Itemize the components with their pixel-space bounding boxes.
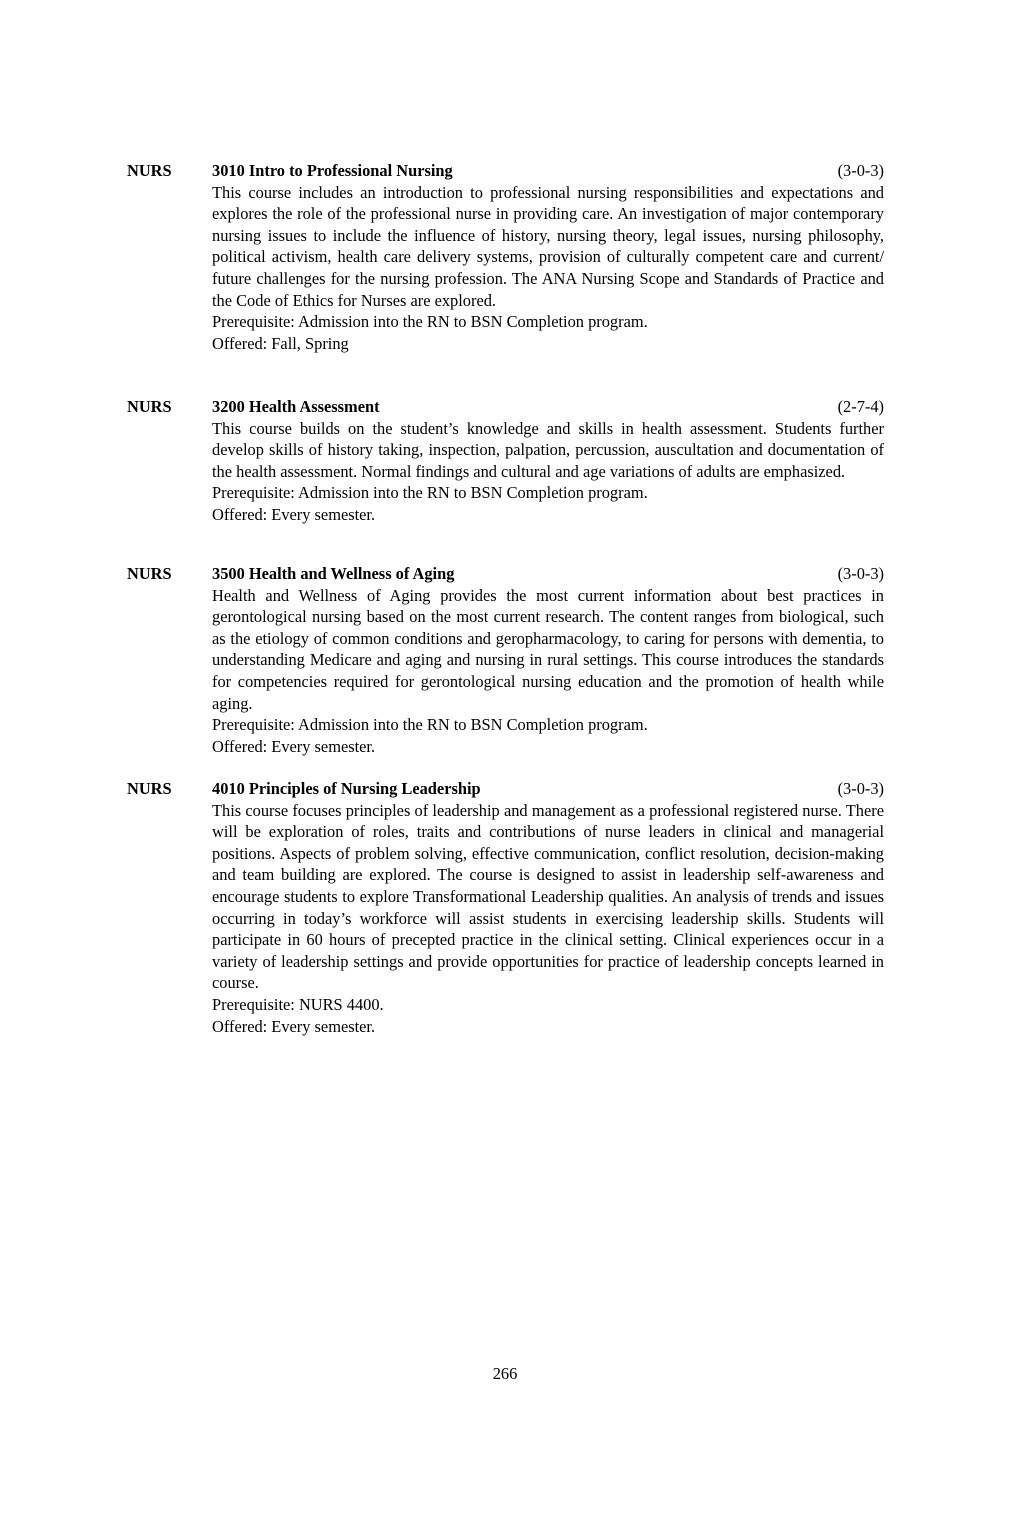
course-department: NURS [127, 161, 172, 180]
course-entry-nurs-3010 [127, 160, 884, 354]
course-title: 3010 Intro to Professional Nursing [212, 161, 453, 180]
course-prerequisite: Prerequisite: Admission into the RN to BSN Completion program. [212, 312, 648, 332]
course-entry-nurs-3500 [127, 563, 884, 757]
course-description: This course includes an introduction to professional nursing responsibilities and expectations and explores the role of the professional nurse in providing care. An investigation of major contemporary nursing issues to include the influence of history, nursing theory, legal issues, nursing philosophy, political activism, health care delivery systems, provision of culturally competent care and current/ future challenges for the nursing profession. The ANA Nursing Scope and Standards of Practice and the Code of Ethics for Nurses are explored. [212, 182, 884, 310]
course-offered: Offered: Every semester. [212, 504, 376, 524]
course-heading [127, 160, 884, 182]
course-department: NURS [127, 779, 172, 798]
course-entry-nurs-4010 [127, 778, 884, 1037]
course-offered: Offered: Every semester. [212, 736, 376, 756]
course-description: This course builds on the student’s knowledge and skills in health assessment. Students further develop skills of history taking, inspection, palpation, percussion, auscultation and documentation of the health assessment. Normal findings and cultural and age variations of adults are emphasized. [212, 418, 884, 481]
course-credits: (3-0-3) [837, 564, 884, 583]
course-prerequisite: Prerequisite: Admission into the RN to BSN Completion program. [212, 483, 648, 503]
course-heading [127, 778, 884, 800]
page-number: 266 [492, 1364, 518, 1383]
course-heading [127, 396, 884, 418]
course-title: 3500 Health and Wellness of Aging [212, 564, 455, 583]
course-body [212, 418, 884, 526]
course-offered: Offered: Fall, Spring [212, 333, 349, 353]
course-description: Health and Wellness of Aging provides the most current information about best practices in gerontological nursing based on the most current research. The content ranges from biological, such as the etiology of common conditions and geropharmacology, to caring for persons with dementia, to understanding Medicare and aging and nursing in rural settings. This course introduces the standards for competencies required for gerontological nursing education and the promotion of health while aging. [212, 585, 884, 713]
course-title: 4010 Principles of Nursing Leadership [212, 779, 481, 798]
course-prerequisite: Prerequisite: NURS 4400. [212, 994, 384, 1014]
course-body [212, 585, 884, 758]
course-heading [127, 563, 884, 585]
course-title: 3200 Health Assessment [212, 397, 380, 416]
course-offered: Offered: Every semester. [212, 1016, 376, 1036]
course-body [212, 182, 884, 355]
course-credits: (3-0-3) [837, 161, 884, 180]
course-credits: (2-7-4) [837, 397, 884, 416]
course-credits: (3-0-3) [837, 779, 884, 798]
course-prerequisite: Prerequisite: Admission into the RN to BSN Completion program. [212, 715, 648, 735]
course-description: This course focuses principles of leadership and management as a professional registered nurse. There will be exploration of roles, traits and contributions of nurse leaders in clinical and managerial positions. Aspects of problem solving, effective communication, conflict resolution, decision-making and team building are explored. The course is designed to assist in leadership self-awareness and encourage students to explore Transformational Leadership qualities. An analysis of trends and issues occurring in today’s workforce will assist students in exercising leadership skills. Students will participate in 60 hours of precepted practice in the clinical setting. Clinical experiences occur in a variety of leadership settings and provide opportunities for practice of leadership concepts learned in course. [212, 800, 884, 993]
course-body [212, 800, 884, 1038]
course-department: NURS [127, 397, 172, 416]
course-department: NURS [127, 564, 172, 583]
course-entry-nurs-3200 [127, 396, 884, 526]
